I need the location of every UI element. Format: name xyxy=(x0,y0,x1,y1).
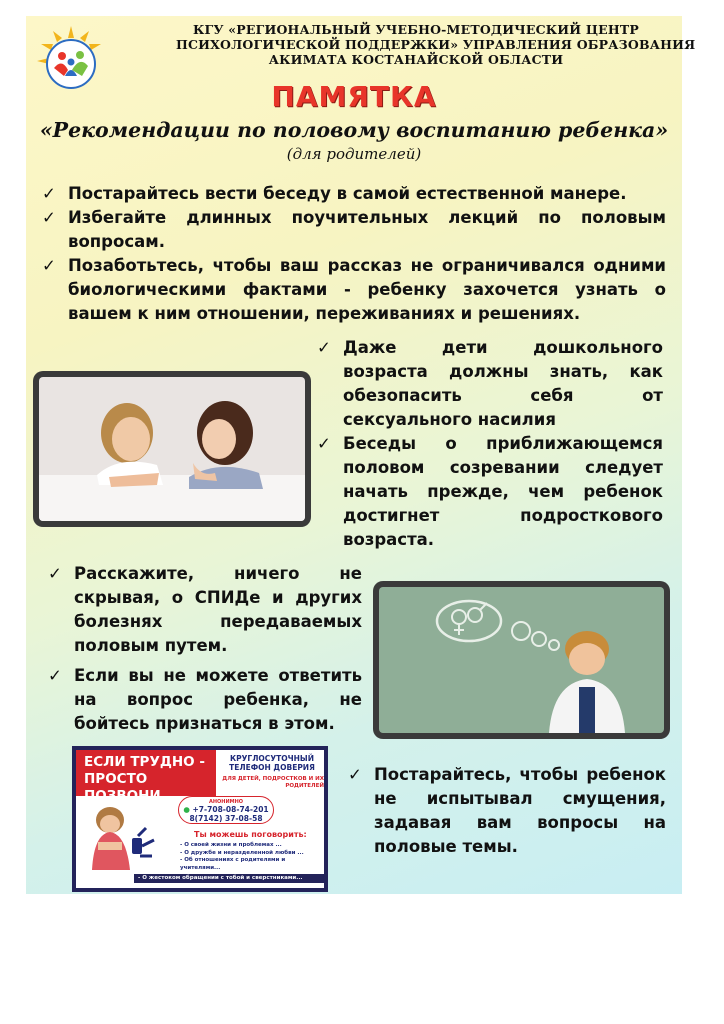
mother-daughter-photo xyxy=(33,371,311,527)
can-talk-label: Ты можешь поговорить: xyxy=(194,830,307,839)
tips-bottom-list xyxy=(344,763,666,859)
tips-left-list xyxy=(44,562,362,736)
helpline-title-line: ЕСЛИ ТРУДНО - xyxy=(84,754,205,770)
phone-number xyxy=(179,805,273,814)
helpline-banner-inner xyxy=(76,750,324,888)
list-item xyxy=(44,562,362,658)
helpline-title xyxy=(76,750,216,804)
list-item xyxy=(38,254,666,326)
anonymous-tag: АНОНИМНО xyxy=(208,799,244,805)
audience-label: (для родителей) xyxy=(286,145,422,163)
tip-text: Постарайтесь, чтобы ребенок не испытывал смущения, задавая вам вопросы на половые темы. xyxy=(374,765,666,856)
memo-poster xyxy=(26,16,696,894)
list-item xyxy=(38,182,666,206)
checkmark-icon: ✓ xyxy=(42,208,56,227)
phone-bubble xyxy=(178,796,274,824)
list-item xyxy=(344,763,666,859)
organization-name xyxy=(176,22,696,67)
topic-item: - О дружбе и неразделенной любви ... xyxy=(180,849,304,856)
helpline-title-line: ПРОСТО ПОЗВОНИ xyxy=(84,771,161,804)
whatsapp-icon: ● xyxy=(183,805,190,814)
list-item xyxy=(313,432,663,552)
topic-item: - О жестоком обращении с тобой и сверстниками... xyxy=(134,874,324,883)
tip-text: Позаботьтесь, чтобы ваш рассказ не ограничивался одними биологическими фактами - ребенку захочется узнать о вашем к ним отношении, переживаниях и решениях. xyxy=(68,256,666,323)
topics-list xyxy=(180,842,324,872)
hotline-label xyxy=(222,754,322,772)
org-line: КГУ «РЕГИОНАЛЬНЫЙ УЧЕБНО-МЕТОДИЧЕСКИЙ ЦЕНТР xyxy=(192,22,639,37)
list-item xyxy=(313,336,663,432)
checkmark-icon: ✓ xyxy=(348,765,362,784)
checkmark-icon: ✓ xyxy=(317,338,331,357)
tip-text: Если вы не можете ответить на вопрос ребенка, не бойтесь признаться в этом. xyxy=(74,666,362,733)
topic-item: - О своей жизни и проблемах ... xyxy=(180,842,282,848)
org-line: АКИМАТА КОСТАНАЙСКОЙ ОБЛАСТИ xyxy=(268,52,564,67)
tips-right-list xyxy=(313,336,663,552)
checkmark-icon: ✓ xyxy=(42,184,56,203)
topic-item: - Об отношениях с родителями и учителями... xyxy=(180,857,286,871)
hotline-line: КРУГЛОСУТОЧНЫЙ xyxy=(230,754,314,763)
hotline-audience: ДЛЯ ДЕТЕЙ, ПОДРОСТКОВ И ИХ РОДИТЕЛЕЙ xyxy=(222,776,324,789)
hotline-line: ТЕЛЕФОН ДОВЕРИЯ xyxy=(229,763,315,772)
tip-text: Постарайтесь вести беседу в самой естественной манере. xyxy=(68,184,627,203)
phone-number-text: +7-708-08-74-201 xyxy=(192,805,269,814)
list-item xyxy=(44,664,362,736)
memo-subtitle: «Рекомендации по половому воспитанию ребенка» xyxy=(39,118,669,142)
tip-text: Даже дети дошкольного возраста должны знать, как обезопасить себя от сексуального насилия xyxy=(343,338,663,429)
tip-text: Избегайте длинных поучительных лекций по половым вопросам. xyxy=(68,208,666,251)
helpline-banner xyxy=(72,746,328,892)
checkmark-icon: ✓ xyxy=(48,564,62,583)
phone-number: 8(7142) 37-08-58 xyxy=(189,814,263,823)
tips-top-list xyxy=(38,182,666,326)
checkmark-icon: ✓ xyxy=(317,434,331,453)
tip-text: Расскажите, ничего не скрывая, о СПИДе и других болезнях передаваемых половым путем. xyxy=(74,564,362,655)
memo-title: ПАМЯТКА xyxy=(271,80,437,113)
org-line: ПСИХОЛОГИЧЕСКОЙ ПОДДЕРЖКИ» УПРАВЛЕНИЯ ОБРАЗОВАНИЯ xyxy=(176,37,696,52)
list-item xyxy=(38,206,666,254)
boy-at-chalkboard-photo xyxy=(373,581,670,739)
sad-child-illustration xyxy=(80,800,170,870)
checkmark-icon: ✓ xyxy=(48,666,62,685)
checkmark-icon: ✓ xyxy=(42,256,56,275)
tip-text: Беседы о приближающемся половом созревании следует начать прежде, чем ребенок достигнет подросткового возраста. xyxy=(343,434,663,549)
